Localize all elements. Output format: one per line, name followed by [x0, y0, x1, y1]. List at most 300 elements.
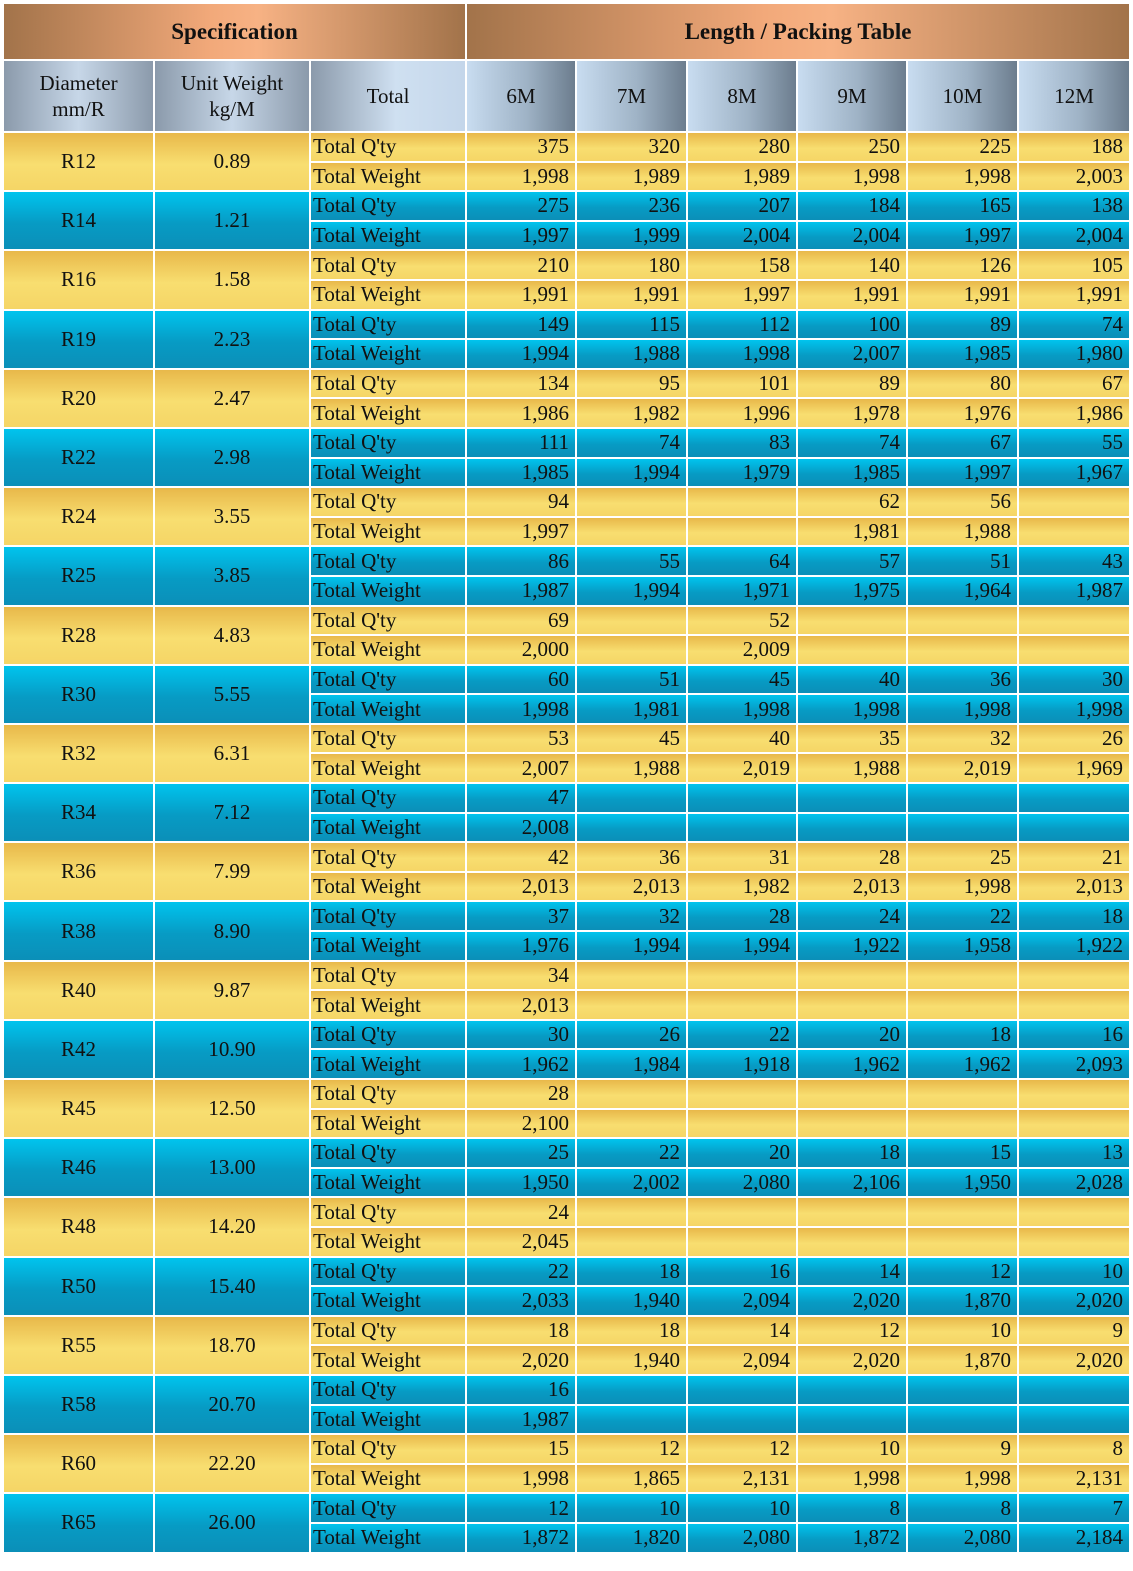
qty-cell: 8 — [907, 1493, 1018, 1523]
unit-weight-cell: 22.20 — [154, 1434, 310, 1493]
weight-cell: 2,094 — [687, 1286, 797, 1316]
qty-cell: 74 — [797, 428, 907, 458]
weight-cell: 2,045 — [466, 1227, 576, 1257]
weight-cell: 1,964 — [907, 576, 1018, 606]
unit-weight-cell: 6.31 — [154, 724, 310, 783]
weight-cell: 2,013 — [466, 872, 576, 902]
weight-cell: 1,950 — [907, 1168, 1018, 1198]
table-row-qty — [3, 1434, 1130, 1464]
diameter-cell: R34 — [3, 783, 154, 842]
weight-cell: 1,870 — [907, 1286, 1018, 1316]
weight-cell: 2,131 — [1018, 1464, 1130, 1494]
table-row-qty — [3, 1138, 1130, 1168]
weight-cell — [1018, 1227, 1130, 1257]
diameter-cell: R16 — [3, 250, 154, 309]
weight-cell: 1,996 — [687, 398, 797, 428]
weight-cell: 2,004 — [797, 221, 907, 251]
diameter-cell: R36 — [3, 842, 154, 901]
diameter-cell: R42 — [3, 1020, 154, 1079]
total-qty-label: Total Q'ty — [310, 487, 466, 517]
weight-cell: 1,994 — [576, 458, 687, 488]
total-weight-label: Total Weight — [310, 1168, 466, 1198]
weight-cell: 1,991 — [907, 280, 1018, 310]
qty-cell: 184 — [797, 191, 907, 221]
weight-cell: 1,962 — [797, 1049, 907, 1079]
qty-cell: 18 — [576, 1316, 687, 1346]
qty-cell: 28 — [466, 1079, 576, 1109]
total-qty-label: Total Q'ty — [310, 783, 466, 813]
diameter-cell: R28 — [3, 606, 154, 665]
weight-cell: 2,007 — [466, 753, 576, 783]
weight-cell: 1,922 — [797, 931, 907, 961]
qty-cell — [1018, 961, 1130, 991]
total-weight-label: Total Weight — [310, 1227, 466, 1257]
qty-cell: 10 — [687, 1493, 797, 1523]
weight-cell: 1,998 — [466, 1464, 576, 1494]
qty-cell — [576, 1079, 687, 1109]
qty-cell: 140 — [797, 250, 907, 280]
diameter-cell: R65 — [3, 1493, 154, 1552]
weight-cell: 1,987 — [466, 576, 576, 606]
length-header-9m: 9M — [797, 60, 907, 132]
weight-cell: 1,950 — [466, 1168, 576, 1198]
qty-cell: 9 — [1018, 1316, 1130, 1346]
qty-cell: 32 — [576, 901, 687, 931]
weight-cell — [907, 1405, 1018, 1435]
weight-cell: 2,106 — [797, 1168, 907, 1198]
length-header-10m: 10M — [907, 60, 1018, 132]
weight-cell — [576, 813, 687, 843]
weight-cell: 1,998 — [466, 694, 576, 724]
weight-cell — [687, 1227, 797, 1257]
weight-cell: 2,000 — [466, 635, 576, 665]
qty-cell — [797, 1197, 907, 1227]
qty-cell — [907, 1197, 1018, 1227]
total-qty-label: Total Q'ty — [310, 1079, 466, 1109]
unit-weight-cell: 9.87 — [154, 961, 310, 1020]
unit-weight-cell: 20.70 — [154, 1375, 310, 1434]
qty-cell: 12 — [797, 1316, 907, 1346]
weight-cell: 2,002 — [576, 1168, 687, 1198]
weight-cell: 1,988 — [576, 753, 687, 783]
qty-cell: 16 — [1018, 1020, 1130, 1050]
table-row-qty — [3, 901, 1130, 931]
qty-cell: 18 — [797, 1138, 907, 1168]
table-row-qty — [3, 250, 1130, 280]
weight-cell: 1,984 — [576, 1049, 687, 1079]
weight-cell: 1,981 — [797, 517, 907, 547]
unit-weight-cell: 2.47 — [154, 369, 310, 428]
weight-cell: 2,093 — [1018, 1049, 1130, 1079]
qty-cell — [687, 1375, 797, 1405]
total-weight-label: Total Weight — [310, 1405, 466, 1435]
weight-cell: 2,080 — [907, 1523, 1018, 1553]
qty-cell: 13 — [1018, 1138, 1130, 1168]
table-row-qty — [3, 1316, 1130, 1346]
packing-table-header: Length / Packing Table — [466, 3, 1130, 60]
qty-cell — [687, 961, 797, 991]
weight-cell: 1,971 — [687, 576, 797, 606]
weight-cell — [576, 635, 687, 665]
weight-cell: 1,997 — [466, 517, 576, 547]
weight-cell: 2,020 — [797, 1286, 907, 1316]
weight-cell: 1,975 — [797, 576, 907, 606]
weight-cell: 1,998 — [907, 694, 1018, 724]
column-header-row — [3, 60, 1130, 132]
total-qty-label: Total Q'ty — [310, 665, 466, 695]
weight-cell — [687, 1405, 797, 1435]
diameter-cell: R45 — [3, 1079, 154, 1138]
qty-cell: 74 — [576, 428, 687, 458]
qty-cell: 35 — [797, 724, 907, 754]
qty-cell: 74 — [1018, 310, 1130, 340]
weight-cell — [1018, 1405, 1130, 1435]
total-qty-label: Total Q'ty — [310, 1493, 466, 1523]
qty-cell: 7 — [1018, 1493, 1130, 1523]
weight-cell: 1,998 — [797, 1464, 907, 1494]
unit-weight-cell: 5.55 — [154, 665, 310, 724]
qty-cell: 149 — [466, 310, 576, 340]
weight-cell — [576, 1227, 687, 1257]
weight-cell — [907, 813, 1018, 843]
diameter-header-line1: Diameter — [39, 71, 118, 95]
qty-cell: 89 — [797, 369, 907, 399]
total-qty-label: Total Q'ty — [310, 606, 466, 636]
weight-cell — [907, 990, 1018, 1020]
qty-cell — [576, 961, 687, 991]
weight-cell: 2,003 — [1018, 162, 1130, 192]
table-row-qty — [3, 369, 1130, 399]
qty-cell: 56 — [907, 487, 1018, 517]
qty-cell: 55 — [1018, 428, 1130, 458]
qty-cell: 134 — [466, 369, 576, 399]
weight-cell: 1,997 — [687, 280, 797, 310]
length-header-6m: 6M — [466, 60, 576, 132]
qty-cell: 375 — [466, 132, 576, 162]
qty-cell — [1018, 1079, 1130, 1109]
table-body — [3, 132, 1130, 1553]
qty-cell: 89 — [907, 310, 1018, 340]
total-weight-label: Total Weight — [310, 1345, 466, 1375]
qty-cell: 53 — [466, 724, 576, 754]
qty-cell: 16 — [466, 1375, 576, 1405]
diameter-cell: R55 — [3, 1316, 154, 1375]
qty-cell — [687, 487, 797, 517]
qty-cell: 28 — [687, 901, 797, 931]
weight-cell: 1,991 — [576, 280, 687, 310]
table-row-qty — [3, 1375, 1130, 1405]
qty-cell: 14 — [687, 1316, 797, 1346]
qty-cell: 12 — [907, 1257, 1018, 1287]
qty-cell: 165 — [907, 191, 1018, 221]
total-qty-label: Total Q'ty — [310, 1434, 466, 1464]
diameter-cell: R60 — [3, 1434, 154, 1493]
diameter-cell: R48 — [3, 1197, 154, 1256]
weight-cell: 1,998 — [907, 1464, 1018, 1494]
qty-cell: 51 — [907, 546, 1018, 576]
qty-cell: 18 — [907, 1020, 1018, 1050]
diameter-cell: R22 — [3, 428, 154, 487]
qty-cell: 95 — [576, 369, 687, 399]
weight-cell — [907, 1227, 1018, 1257]
qty-cell: 42 — [466, 842, 576, 872]
qty-cell: 18 — [576, 1257, 687, 1287]
weight-cell — [576, 1405, 687, 1435]
total-weight-label: Total Weight — [310, 162, 466, 192]
qty-cell: 36 — [576, 842, 687, 872]
weight-cell: 2,013 — [466, 990, 576, 1020]
diameter-cell: R12 — [3, 132, 154, 191]
qty-cell: 236 — [576, 191, 687, 221]
weight-cell: 2,013 — [1018, 872, 1130, 902]
qty-cell: 30 — [1018, 665, 1130, 695]
qty-cell: 207 — [687, 191, 797, 221]
total-weight-label: Total Weight — [310, 517, 466, 547]
table-row-qty — [3, 665, 1130, 695]
total-weight-label: Total Weight — [310, 1049, 466, 1079]
qty-cell: 126 — [907, 250, 1018, 280]
qty-cell — [797, 961, 907, 991]
qty-cell: 225 — [907, 132, 1018, 162]
qty-cell — [907, 606, 1018, 636]
qty-cell: 8 — [1018, 1434, 1130, 1464]
qty-cell: 37 — [466, 901, 576, 931]
weight-cell: 1,985 — [907, 339, 1018, 369]
weight-cell — [576, 1109, 687, 1139]
qty-cell: 52 — [687, 606, 797, 636]
weight-cell: 1,986 — [1018, 398, 1130, 428]
qty-cell: 105 — [1018, 250, 1130, 280]
weight-cell: 2,100 — [466, 1109, 576, 1139]
total-qty-label: Total Q'ty — [310, 1257, 466, 1287]
weight-cell: 1,962 — [907, 1049, 1018, 1079]
qty-cell: 101 — [687, 369, 797, 399]
weight-cell: 2,080 — [687, 1168, 797, 1198]
unit-weight-header — [154, 60, 310, 132]
weight-cell: 1,976 — [907, 398, 1018, 428]
table-row-qty — [3, 606, 1130, 636]
qty-cell: 188 — [1018, 132, 1130, 162]
weight-cell: 1,918 — [687, 1049, 797, 1079]
weight-cell: 1,865 — [576, 1464, 687, 1494]
qty-cell: 112 — [687, 310, 797, 340]
weight-cell: 1,981 — [576, 694, 687, 724]
qty-cell: 22 — [576, 1138, 687, 1168]
diameter-header — [3, 60, 154, 132]
total-qty-label: Total Q'ty — [310, 1375, 466, 1405]
weight-cell: 2,019 — [687, 753, 797, 783]
qty-cell: 9 — [907, 1434, 1018, 1464]
weight-cell: 1,997 — [466, 221, 576, 251]
qty-cell: 60 — [466, 665, 576, 695]
weight-cell — [576, 990, 687, 1020]
total-weight-label: Total Weight — [310, 339, 466, 369]
diameter-cell: R30 — [3, 665, 154, 724]
length-header-12m: 12M — [1018, 60, 1130, 132]
qty-cell: 18 — [1018, 901, 1130, 931]
weight-cell: 1,998 — [797, 694, 907, 724]
total-weight-label: Total Weight — [310, 1286, 466, 1316]
weight-cell: 1,998 — [687, 339, 797, 369]
qty-cell: 15 — [907, 1138, 1018, 1168]
weight-cell: 1,986 — [466, 398, 576, 428]
unit-weight-cell: 7.12 — [154, 783, 310, 842]
qty-cell: 43 — [1018, 546, 1130, 576]
weight-cell: 1,987 — [1018, 576, 1130, 606]
qty-cell: 14 — [797, 1257, 907, 1287]
unit-weight-header-line1: Unit Weight — [180, 71, 284, 95]
unit-weight-cell: 12.50 — [154, 1079, 310, 1138]
qty-cell: 40 — [687, 724, 797, 754]
unit-weight-cell: 14.20 — [154, 1197, 310, 1256]
diameter-cell: R24 — [3, 487, 154, 546]
qty-cell: 22 — [687, 1020, 797, 1050]
weight-cell — [1018, 635, 1130, 665]
diameter-cell: R32 — [3, 724, 154, 783]
qty-cell: 210 — [466, 250, 576, 280]
total-qty-label: Total Q'ty — [310, 901, 466, 931]
weight-cell: 1,997 — [907, 458, 1018, 488]
weight-cell — [576, 517, 687, 547]
unit-weight-cell: 3.85 — [154, 546, 310, 605]
weight-cell: 1,998 — [797, 162, 907, 192]
qty-cell: 250 — [797, 132, 907, 162]
qty-cell — [1018, 1197, 1130, 1227]
qty-cell — [797, 1079, 907, 1109]
qty-cell: 45 — [576, 724, 687, 754]
qty-cell — [687, 783, 797, 813]
diameter-cell: R14 — [3, 191, 154, 250]
diameter-cell: R58 — [3, 1375, 154, 1434]
weight-cell: 1,872 — [797, 1523, 907, 1553]
total-weight-label: Total Weight — [310, 1464, 466, 1494]
total-qty-label: Total Q'ty — [310, 132, 466, 162]
weight-cell — [1018, 990, 1130, 1020]
qty-cell: 67 — [1018, 369, 1130, 399]
table-row-qty — [3, 1079, 1130, 1109]
qty-cell — [797, 783, 907, 813]
unit-weight-cell: 2.98 — [154, 428, 310, 487]
qty-cell: 10 — [907, 1316, 1018, 1346]
qty-cell — [797, 606, 907, 636]
total-qty-label: Total Q'ty — [310, 724, 466, 754]
top-header-row — [3, 3, 1130, 60]
unit-weight-cell: 4.83 — [154, 606, 310, 665]
weight-cell: 1,998 — [907, 162, 1018, 192]
qty-cell: 25 — [466, 1138, 576, 1168]
qty-cell: 30 — [466, 1020, 576, 1050]
table-row-qty — [3, 842, 1130, 872]
packing-table — [2, 2, 1131, 1554]
weight-cell: 1,988 — [576, 339, 687, 369]
qty-cell — [797, 1375, 907, 1405]
weight-cell: 1,870 — [907, 1345, 1018, 1375]
total-qty-label: Total Q'ty — [310, 1138, 466, 1168]
qty-cell: 24 — [797, 901, 907, 931]
weight-cell: 1,976 — [466, 931, 576, 961]
weight-cell: 1,994 — [687, 931, 797, 961]
qty-cell: 36 — [907, 665, 1018, 695]
total-weight-label: Total Weight — [310, 280, 466, 310]
qty-cell: 62 — [797, 487, 907, 517]
total-weight-label: Total Weight — [310, 1109, 466, 1139]
weight-cell: 1,989 — [576, 162, 687, 192]
qty-cell: 28 — [797, 842, 907, 872]
weight-cell: 1,922 — [1018, 931, 1130, 961]
qty-cell: 280 — [687, 132, 797, 162]
total-weight-label: Total Weight — [310, 458, 466, 488]
weight-cell: 1,978 — [797, 398, 907, 428]
diameter-cell: R38 — [3, 901, 154, 960]
unit-weight-cell: 2.23 — [154, 310, 310, 369]
weight-cell: 1,985 — [797, 458, 907, 488]
weight-cell: 1,872 — [466, 1523, 576, 1553]
qty-cell: 18 — [466, 1316, 576, 1346]
qty-cell: 32 — [907, 724, 1018, 754]
total-qty-label: Total Q'ty — [310, 191, 466, 221]
qty-cell: 67 — [907, 428, 1018, 458]
qty-cell: 16 — [687, 1257, 797, 1287]
weight-cell — [907, 635, 1018, 665]
weight-cell: 1,998 — [466, 162, 576, 192]
total-header: Total — [310, 60, 466, 132]
qty-cell: 10 — [797, 1434, 907, 1464]
weight-cell: 2,013 — [797, 872, 907, 902]
qty-cell — [1018, 783, 1130, 813]
qty-cell: 86 — [466, 546, 576, 576]
weight-cell: 2,020 — [466, 1345, 576, 1375]
qty-cell — [687, 1079, 797, 1109]
weight-cell: 1,967 — [1018, 458, 1130, 488]
qty-cell: 83 — [687, 428, 797, 458]
qty-cell — [576, 487, 687, 517]
total-weight-label: Total Weight — [310, 1523, 466, 1553]
qty-cell — [907, 783, 1018, 813]
qty-cell: 115 — [576, 310, 687, 340]
total-weight-label: Total Weight — [310, 872, 466, 902]
packing-table-container — [2, 2, 1129, 1554]
qty-cell — [1018, 1375, 1130, 1405]
qty-cell — [687, 1197, 797, 1227]
weight-cell: 1,994 — [576, 576, 687, 606]
table-row-qty — [3, 724, 1130, 754]
qty-cell: 64 — [687, 546, 797, 576]
weight-cell: 1,940 — [576, 1286, 687, 1316]
qty-cell: 45 — [687, 665, 797, 695]
weight-cell: 2,020 — [797, 1345, 907, 1375]
weight-cell: 1,820 — [576, 1523, 687, 1553]
weight-cell — [907, 1109, 1018, 1139]
table-row-qty — [3, 1257, 1130, 1287]
weight-cell: 1,969 — [1018, 753, 1130, 783]
diameter-cell: R46 — [3, 1138, 154, 1197]
weight-cell: 1,979 — [687, 458, 797, 488]
weight-cell: 1,991 — [1018, 280, 1130, 310]
qty-cell: 34 — [466, 961, 576, 991]
weight-cell: 1,991 — [466, 280, 576, 310]
weight-cell — [797, 635, 907, 665]
qty-cell: 12 — [576, 1434, 687, 1464]
weight-cell: 2,007 — [797, 339, 907, 369]
qty-cell: 275 — [466, 191, 576, 221]
weight-cell — [797, 1227, 907, 1257]
weight-cell: 1,982 — [687, 872, 797, 902]
weight-cell — [797, 1405, 907, 1435]
weight-cell: 1,988 — [797, 753, 907, 783]
total-qty-label: Total Q'ty — [310, 961, 466, 991]
table-row-qty — [3, 487, 1130, 517]
weight-cell — [797, 990, 907, 1020]
